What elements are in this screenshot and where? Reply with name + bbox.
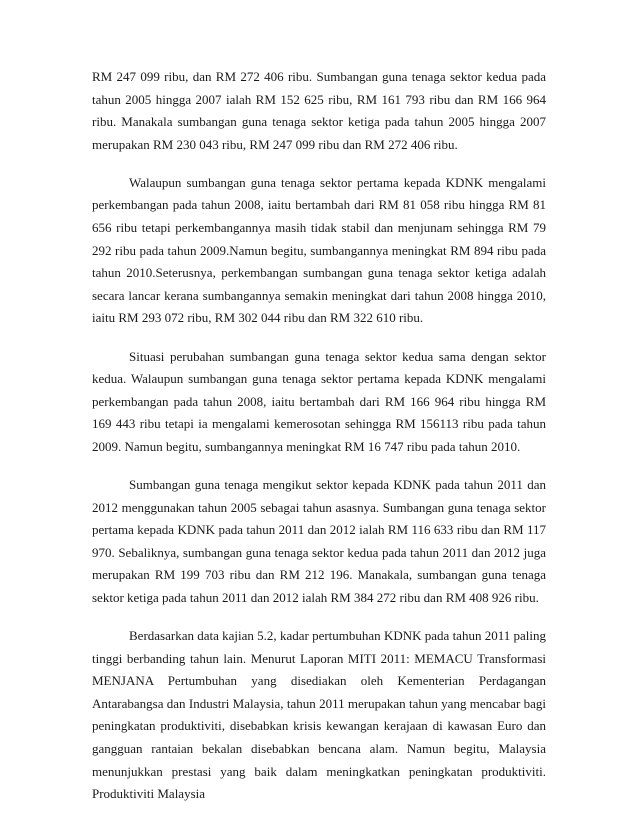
document-page (92, 66, 546, 821)
paragraph-3: Situasi perubahan sumbangan guna tenaga sektor kedua sama dengan sektor kedua. Walaupun sumbangan guna tenaga sektor pertama kepada KDNK mengalami perkembangan pada tahun 2008, iaitu bertambah dari RM 166 964 ribu hingga RM 169 443 ribu tetapi ia mengalami kemerosotan sehingga RM 156113 ribu pada tahun 2009. Namun begitu, sumbangannya meningkat RM 16 747 ribu pada tahun 2010. (92, 348, 546, 454)
paragraph-4: Sumbangan guna tenaga mengikut sektor kepada KDNK pada tahun 2011 dan 2012 menggunakan tahun 2005 sebagai tahun asasnya. Sumbangan guna tenaga sektor pertama kepada KDNK pada tahun 2011 dan 2012 ialah RM 116 633 ribu dan RM 117 970. Sebaliknya, sumbangan guna tenaga sektor kedua pada tahun 2011 dan 2012 juga merupakan RM 199 703 ribu dan RM 212 196. Manakala, sumbangan guna tenaga sektor ketiga pada tahun 2011 dan 2012 ialah RM 384 272 ribu dan RM 408 926 ribu. (92, 477, 546, 605)
paragraph-1: RM 247 099 ribu, dan RM 272 406 ribu. Sumbangan guna tenaga sektor kedua pada tahun 2005 hingga 2007 ialah RM 152 625 ribu, RM 161 793 ribu dan RM 166 964 ribu. Manakala sumbangan guna tenaga sektor ketiga pada tahun 2005 hingga 2007 merupakan RM 230 043 ribu, RM 247 099 ribu dan RM 272 406 ribu. (92, 69, 546, 152)
paragraph-2: Walaupun sumbangan guna tenaga sektor pertama kepada KDNK mengalami perkembangan pada tahun 2008, iaitu bertambah dari RM 81 058 ribu hingga RM 81 656 ribu tetapi perkembangannya masih tidak stabil dan menjunam sehingga RM 79 292 ribu pada tahun 2009.Namun begitu, sumbangannya meningkat RM 894 ribu pada tahun 2010.Seterusnya, perkembangan sumbangan guna tenaga sektor ketiga adalah secara lancar kerana sumbangannya semakin meningkat dari tahun 2008 hingga 2010, iaitu RM 293 072 ribu, RM 302 044 ribu dan RM 322 610 ribu. (92, 174, 546, 326)
paragraph-5: Berdasarkan data kajian 5.2, kadar pertumbuhan KDNK pada tahun 2011 paling tinggi berbanding tahun lain. Menurut Laporan MITI 2011: MEMACU Transformasi MENJANA Pertumbuhan yang disediakan oleh Kementerian Perdagangan Antarabangsa dan Industri Malaysia, tahun 2011 merupakan tahun yang mencabar bagi peningkatan produktiviti, disebabkan krisis kewangan kerajaan di kawasan Euro dan gangguan rantaian bekalan disebabkan bencana alam. Namun begitu, Malaysia menunjukkan prestasi yang baik dalam meningkatkan peningkatan produktiviti. Produktiviti Malaysia (92, 628, 546, 802)
